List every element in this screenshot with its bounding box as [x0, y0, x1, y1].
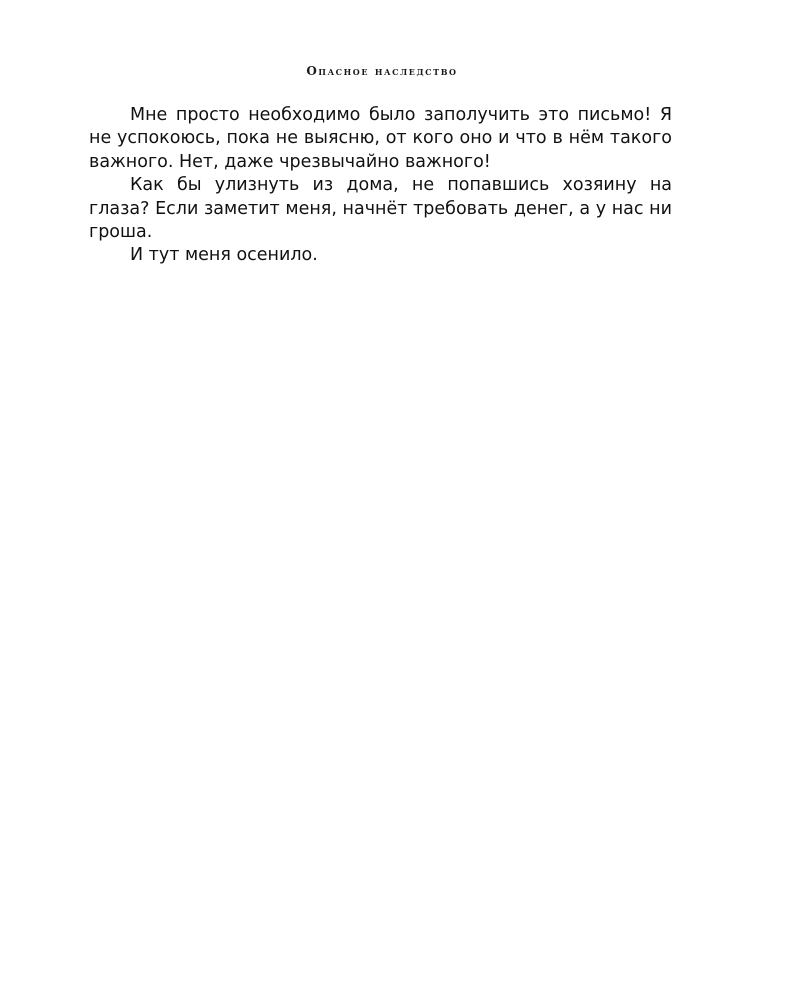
page-text [89, 104, 672, 268]
paragraph: И тут меня осенило. [130, 245, 318, 266]
paragraph: Мне просто необходимо было заполучить это письмо! Я не успокоюсь, пока не выясню, от кого оно и что в нём такого важного. Нет, даже чрезвычайно важного! [89, 105, 672, 172]
running-header-title: Опасное наследство [306, 64, 458, 78]
paragraph: Как бы улизнуть из дома, не попавшись хозяину на глаза? Если заметит меня, начнёт требовать денег, а у нас ни гроша. [89, 175, 672, 243]
